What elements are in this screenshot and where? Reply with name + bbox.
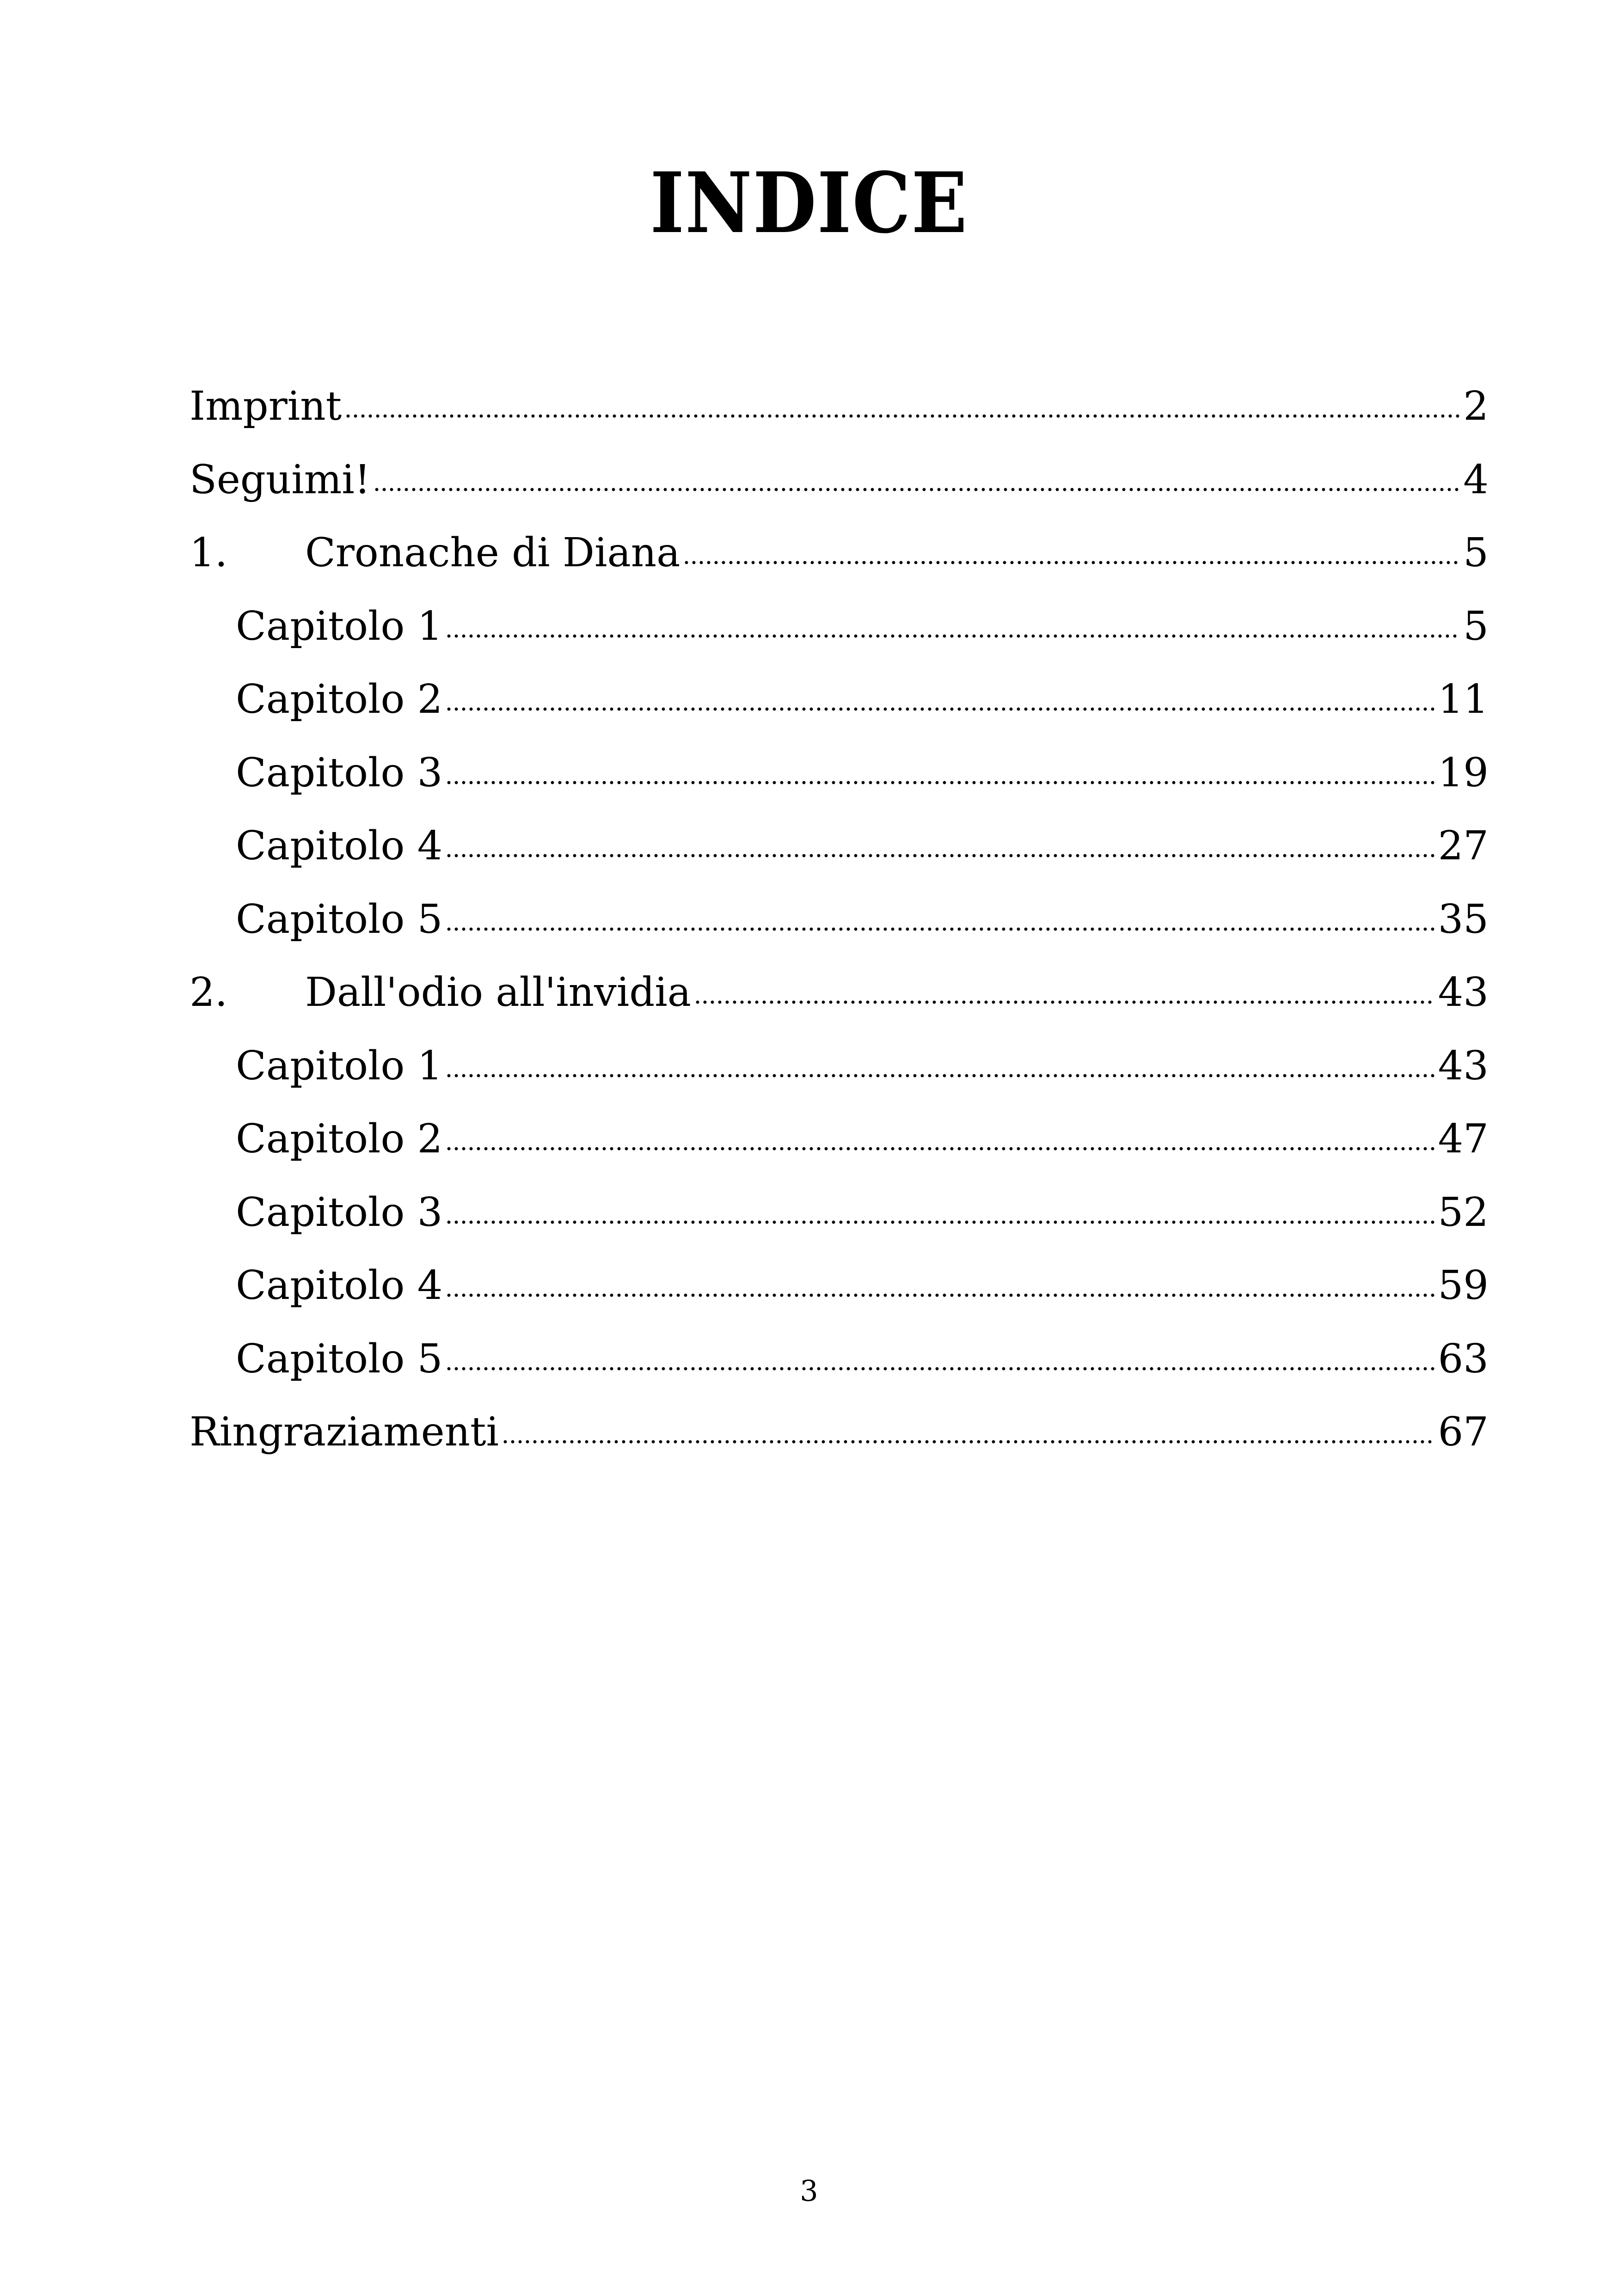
toc-entry[interactable] [190, 590, 1489, 663]
toc-dot-leader [445, 1354, 1435, 1372]
toc-entry[interactable] [190, 1322, 1489, 1396]
toc-entry-page: 4 [1463, 456, 1489, 503]
toc-entry[interactable] [190, 443, 1489, 517]
toc-dot-leader [373, 475, 1460, 493]
toc-dot-leader [445, 768, 1435, 786]
toc-entry-title: Capitolo 4 [236, 823, 443, 869]
toc-dot-leader [344, 401, 1460, 420]
toc-entry[interactable] [190, 1396, 1489, 1469]
toc-entry-title: Capitolo 2 [236, 676, 443, 722]
toc-dot-leader [694, 987, 1435, 1006]
toc-entry-title: Capitolo 4 [236, 1262, 443, 1309]
toc-entry-page: 5 [1463, 530, 1489, 576]
toc-entry[interactable] [190, 1102, 1489, 1176]
page-number: 3 [800, 2174, 818, 2208]
toc-entry-title: Cronache di Diana [305, 530, 680, 576]
toc-entry-page: 43 [1438, 1042, 1489, 1089]
toc-entry-title: Capitolo 3 [236, 749, 443, 796]
toc-entry-number: 1. [190, 530, 228, 576]
toc-entry[interactable] [190, 809, 1489, 883]
toc-entry[interactable] [190, 370, 1489, 443]
toc-entry-title: Capitolo 1 [236, 1042, 443, 1089]
page-title: INDICE [650, 154, 968, 252]
toc-entry-page: 59 [1438, 1262, 1489, 1309]
toc-entry[interactable] [190, 1029, 1489, 1103]
toc-entry-page: 19 [1438, 749, 1489, 796]
toc-entry-title: Capitolo 5 [236, 1335, 443, 1382]
toc-entry-page: 35 [1438, 896, 1489, 943]
toc-dot-leader [445, 621, 1460, 640]
toc-entry-title: Dall'odio all'invidia [305, 969, 692, 1016]
toc-entry-title: Capitolo 3 [236, 1189, 443, 1236]
toc-entry-title: Capitolo 5 [236, 896, 443, 943]
toc-entry[interactable] [190, 1176, 1489, 1249]
toc-dot-leader [683, 548, 1460, 566]
toc-entry-page: 47 [1438, 1116, 1489, 1162]
toc-entry-page: 5 [1463, 603, 1489, 649]
toc-dot-leader [445, 1207, 1435, 1226]
toc-entry-number: 2. [190, 969, 228, 1016]
toc-entry[interactable] [190, 663, 1489, 736]
toc-entry-title: Seguimi! [190, 456, 371, 503]
toc-entry-page: 43 [1438, 969, 1489, 1016]
toc-entry-title: Imprint [190, 383, 342, 429]
toc-dot-leader [445, 694, 1435, 713]
toc-entry[interactable] [190, 956, 1489, 1029]
toc-entry-page: 27 [1438, 823, 1489, 869]
toc-dot-leader [445, 1061, 1435, 1079]
table-of-contents [190, 370, 1489, 1469]
toc-entry[interactable] [190, 883, 1489, 956]
toc-dot-leader [502, 1427, 1435, 1445]
toc-entry[interactable] [190, 1249, 1489, 1322]
toc-entry-title: Capitolo 1 [236, 603, 443, 649]
toc-entry-page: 52 [1438, 1189, 1489, 1236]
toc-dot-leader [445, 914, 1435, 933]
toc-entry[interactable] [190, 516, 1489, 590]
toc-entry-page: 67 [1438, 1409, 1489, 1455]
toc-entry-page: 11 [1438, 676, 1489, 722]
toc-entry-title: Capitolo 2 [236, 1116, 443, 1162]
toc-dot-leader [445, 1280, 1435, 1299]
toc-entry-title: Ringraziamenti [190, 1409, 499, 1455]
toc-dot-leader [445, 1134, 1435, 1152]
toc-entry-page: 63 [1438, 1335, 1489, 1382]
toc-entry-page: 2 [1463, 383, 1489, 429]
toc-entry[interactable] [190, 736, 1489, 810]
toc-dot-leader [445, 841, 1435, 859]
